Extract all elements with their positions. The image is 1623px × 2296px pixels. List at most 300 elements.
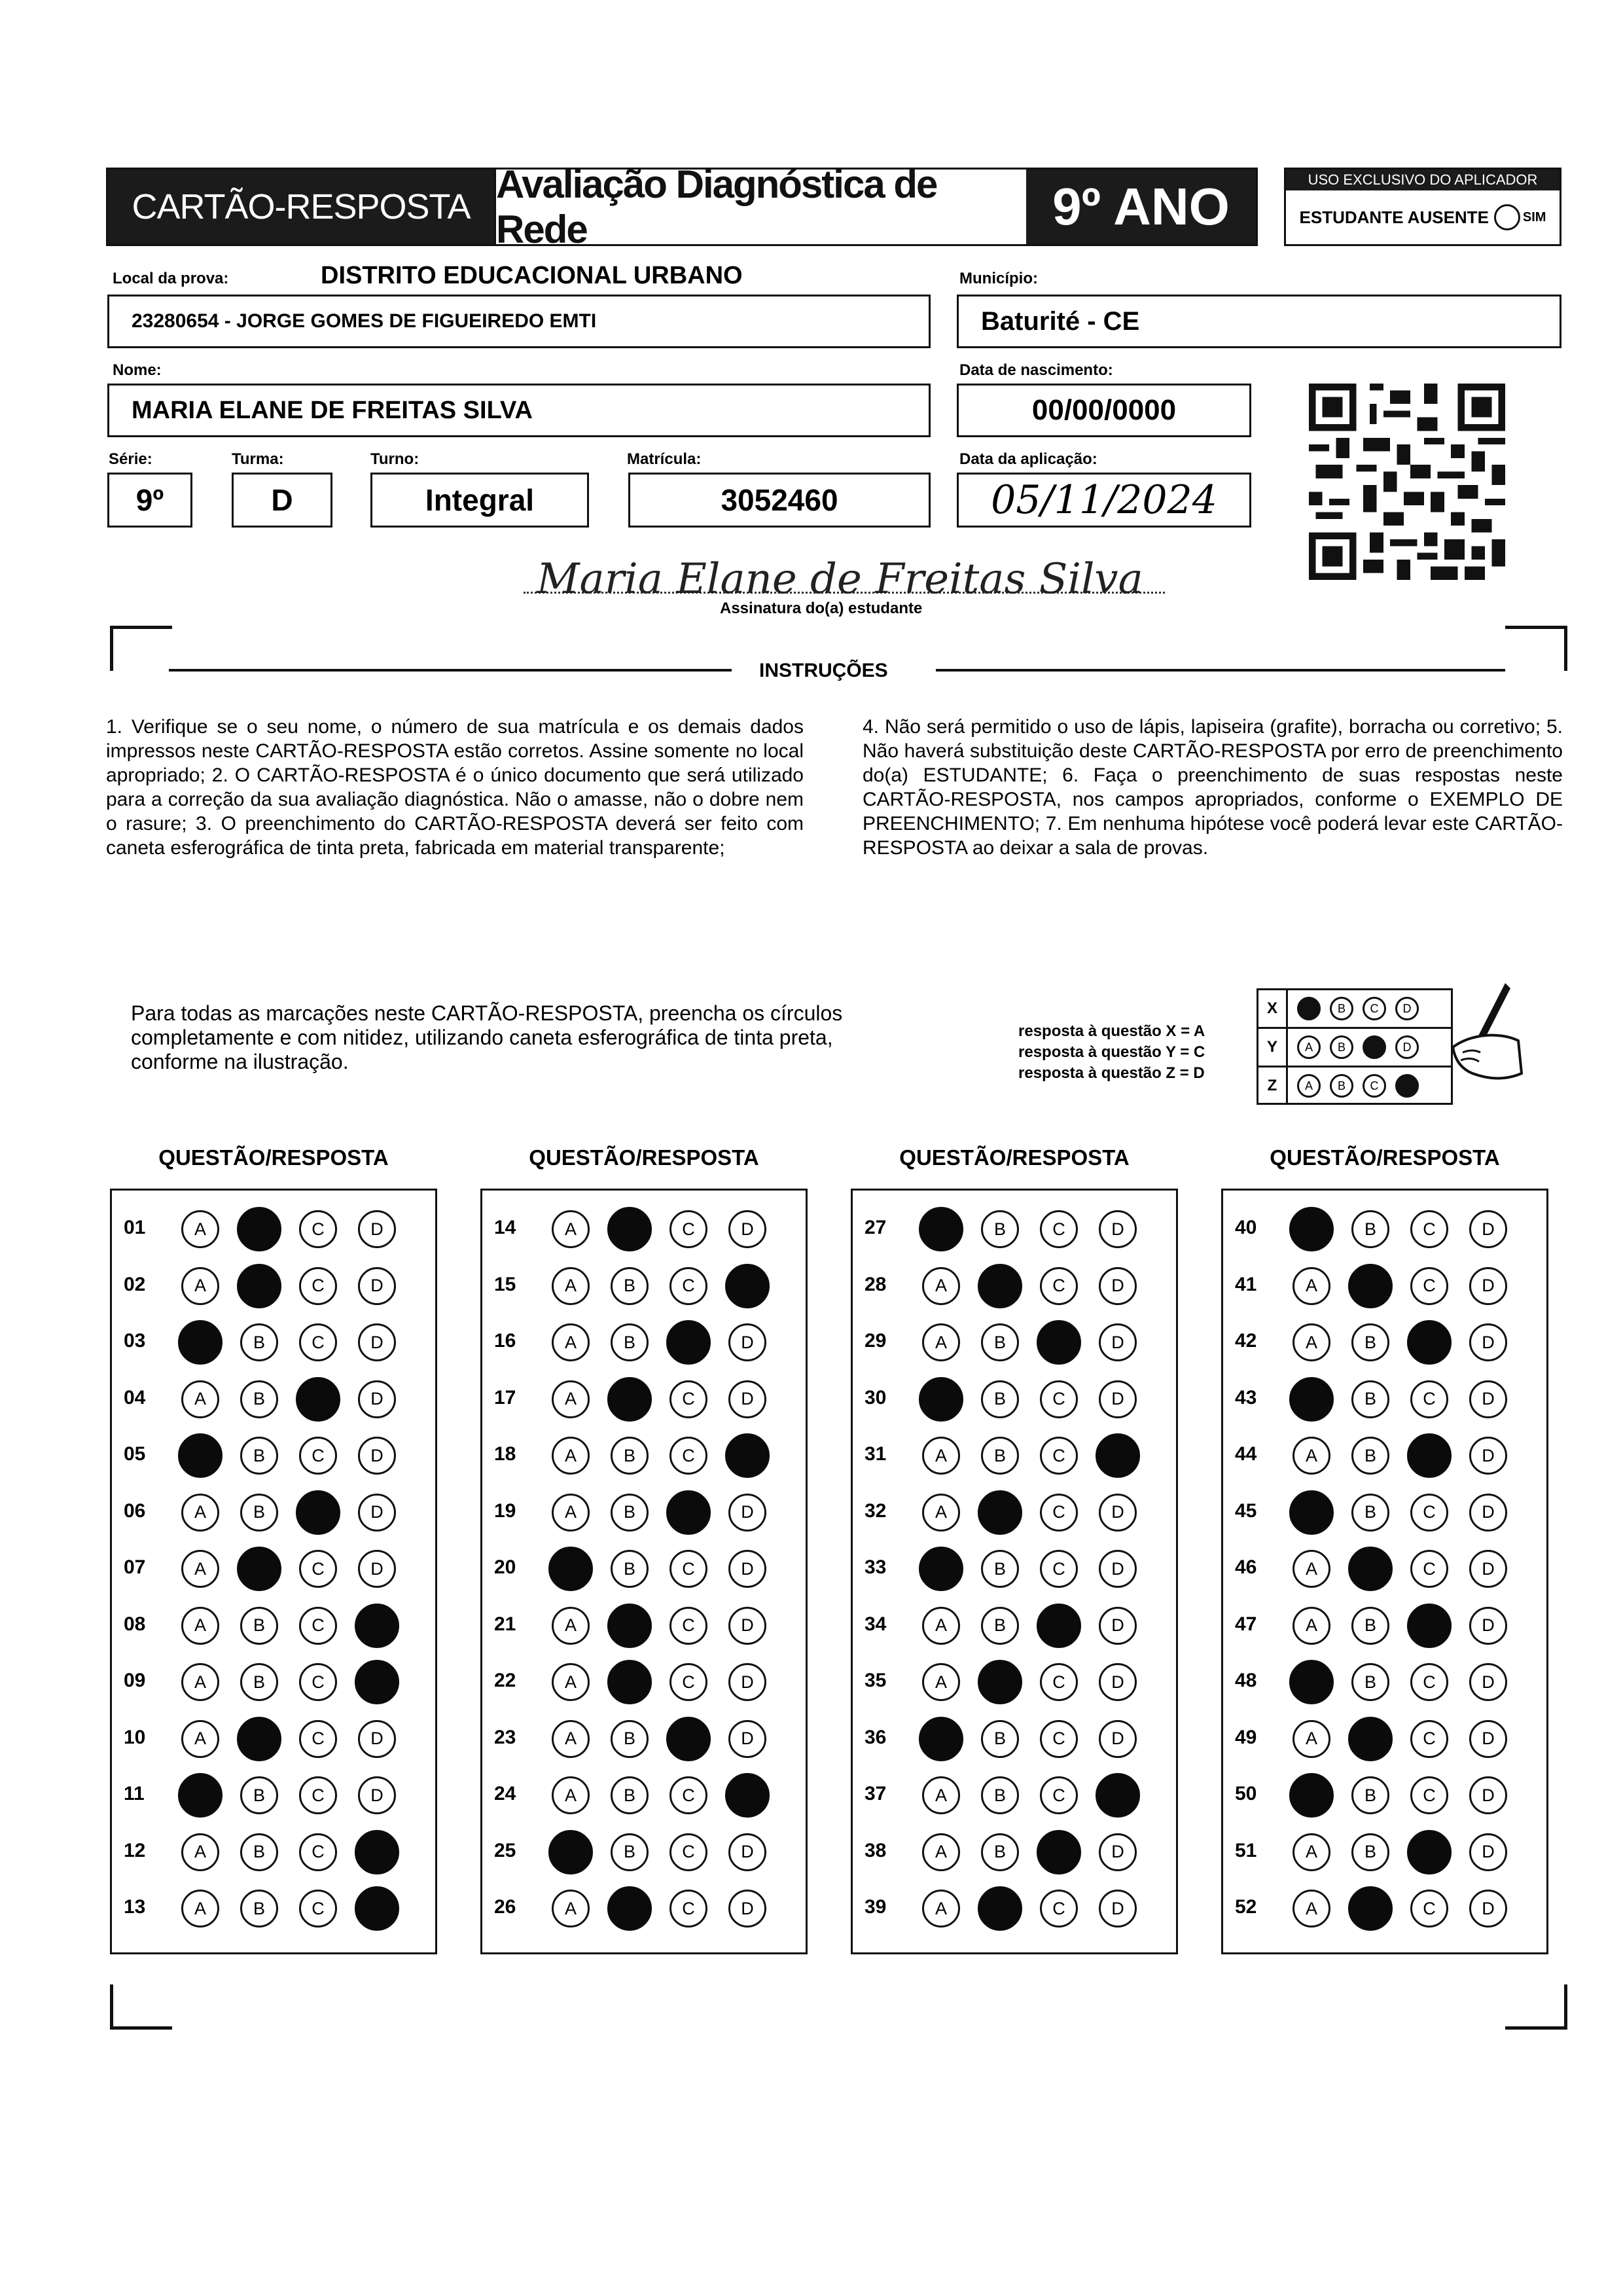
answer-bubble-d[interactable]: D [358, 1776, 396, 1814]
question-row [112, 1537, 435, 1593]
answer-bubble-d[interactable]: D [1099, 1323, 1137, 1361]
answer-bubble-b[interactable] [237, 1547, 281, 1591]
question-number: 44 [1235, 1443, 1257, 1465]
answer-bubble-d[interactable]: D [1469, 1550, 1507, 1588]
answer-bubble-b[interactable]: B [981, 1380, 1019, 1418]
answer-bubble-b[interactable]: B [611, 1437, 649, 1475]
question-row [112, 1254, 435, 1310]
signature-label: Assinatura do(a) estudante [720, 600, 923, 617]
column-header-3: QUESTÃO/RESPOSTA [899, 1145, 1130, 1170]
question-row [853, 1310, 1176, 1367]
answer-bubble-d[interactable]: D [358, 1380, 396, 1418]
answer-bubble-a[interactable] [548, 1547, 593, 1591]
question-row [112, 1310, 435, 1367]
answer-bubble-a[interactable]: A [922, 1663, 960, 1701]
question-row [112, 1763, 435, 1820]
question-row [482, 1310, 806, 1367]
answer-bubble-a[interactable]: A [552, 1380, 590, 1418]
answer-bubble-b[interactable]: B [240, 1833, 278, 1871]
answer-bubble-c[interactable]: C [1410, 1890, 1448, 1928]
answer-bubble-c[interactable]: C [669, 1890, 707, 1928]
answer-bubble-c[interactable]: C [669, 1663, 707, 1701]
applicator-label: USO EXCLUSIVO DO APLICADOR [1286, 170, 1560, 190]
answer-bubble-d[interactable]: D [1469, 1890, 1507, 1928]
answer-bubble-d[interactable]: D [1099, 1890, 1137, 1928]
answer-bubble-a[interactable] [178, 1320, 223, 1365]
question-number: 07 [124, 1556, 146, 1578]
answer-bubble-b[interactable]: B [981, 1323, 1019, 1361]
answer-bubble-c[interactable]: C [299, 1210, 337, 1248]
answer-bubble-b[interactable]: B [981, 1550, 1019, 1588]
question-number: 13 [124, 1896, 146, 1918]
answer-bubble-c[interactable]: C [1410, 1380, 1448, 1418]
answer-bubble-a[interactable]: A [181, 1210, 219, 1248]
answer-bubble-c[interactable] [1407, 1433, 1452, 1478]
answer-bubble-b[interactable]: B [1351, 1380, 1389, 1418]
answer-bubble-d[interactable]: D [358, 1437, 396, 1475]
answer-bubble-b[interactable]: B [1351, 1833, 1389, 1871]
question-number: 51 [1235, 1839, 1257, 1861]
question-row [1223, 1480, 1546, 1537]
example-bubble-c: C [1363, 997, 1386, 1020]
answer-bubble-d[interactable] [1096, 1433, 1140, 1478]
answer-bubble-d[interactable]: D [358, 1550, 396, 1588]
question-number: 03 [124, 1330, 146, 1352]
answer-bubble-b[interactable] [607, 1604, 652, 1648]
answer-bubble-c[interactable]: C [1040, 1663, 1078, 1701]
answer-bubble-c[interactable] [1037, 1320, 1081, 1365]
question-number: 17 [494, 1386, 516, 1408]
answer-bubble-d[interactable]: D [358, 1210, 396, 1248]
answer-bubble-c[interactable]: C [1040, 1380, 1078, 1418]
answer-bubble-d[interactable] [355, 1830, 399, 1874]
answer-bubble-b[interactable] [607, 1886, 652, 1931]
example-instructions: Para todas as marcações neste CARTÃO-RESPOSTA, preencha os círculos completamente e com nitidez, utilizando caneta esferográfica de tinta preta, conforme na ilustração. [131, 1001, 843, 1073]
answer-bubble-a[interactable] [548, 1830, 593, 1874]
answer-bubble-d[interactable] [1096, 1773, 1140, 1818]
answer-bubble-a[interactable]: A [552, 1210, 590, 1248]
answer-bubble-d[interactable]: D [1469, 1380, 1507, 1418]
answer-bubble-a[interactable]: A [922, 1267, 960, 1305]
answer-bubble-d[interactable]: D [728, 1720, 766, 1758]
answer-bubble-b[interactable]: B [1351, 1437, 1389, 1475]
answer-bubble-c[interactable]: C [1410, 1720, 1448, 1758]
turma-field: D [232, 473, 332, 528]
answer-bubble-d[interactable]: D [1099, 1380, 1137, 1418]
answer-bubble-b[interactable]: B [981, 1833, 1019, 1871]
answer-bubble-c[interactable]: C [669, 1550, 707, 1588]
answer-bubble-d[interactable]: D [728, 1550, 766, 1588]
answer-bubble-d[interactable]: D [1099, 1720, 1137, 1758]
answer-bubble-b[interactable]: B [611, 1267, 649, 1305]
answer-bubble-c[interactable] [666, 1320, 711, 1365]
answer-bubble-b[interactable] [607, 1207, 652, 1251]
turma-label: Turma: [232, 450, 284, 468]
answer-bubble-a[interactable]: A [181, 1890, 219, 1928]
answer-bubble-b[interactable]: B [240, 1890, 278, 1928]
name-field: MARIA ELANE DE FREITAS SILVA [107, 384, 931, 437]
question-number: 50 [1235, 1783, 1257, 1804]
question-row [1223, 1820, 1546, 1876]
answer-bubble-a[interactable] [1289, 1207, 1334, 1251]
answer-bubble-b[interactable]: B [981, 1607, 1019, 1645]
answer-bubble-b[interactable]: B [240, 1494, 278, 1532]
answer-bubble-c[interactable]: C [299, 1607, 337, 1645]
answer-bubble-c[interactable]: C [1410, 1663, 1448, 1701]
question-row [1223, 1537, 1546, 1593]
applicator-box [1284, 168, 1561, 246]
answer-bubble-b[interactable]: B [981, 1210, 1019, 1248]
question-row [112, 1707, 435, 1763]
answer-bubble-c[interactable] [1407, 1604, 1452, 1648]
birth-field: 00/00/0000 [957, 384, 1251, 437]
question-number: 23 [494, 1726, 516, 1748]
answer-bubble-a[interactable] [1289, 1490, 1334, 1535]
answer-bubble-b[interactable] [978, 1490, 1022, 1535]
answer-bubble-b[interactable]: B [240, 1663, 278, 1701]
answer-bubble-a[interactable]: A [922, 1776, 960, 1814]
answer-bubble-c[interactable]: C [669, 1607, 707, 1645]
answer-bubble-a[interactable]: A [552, 1890, 590, 1928]
corner-mark-top-right [1505, 626, 1567, 671]
answer-bubble-d[interactable]: D [1469, 1494, 1507, 1532]
answer-bubble-d[interactable]: D [728, 1210, 766, 1248]
answer-bubble-c[interactable]: C [1410, 1267, 1448, 1305]
answer-bubble-a[interactable]: A [1293, 1267, 1330, 1305]
answer-bubble-c[interactable]: C [669, 1267, 707, 1305]
answer-bubble-b[interactable]: B [611, 1494, 649, 1532]
question-number: 16 [494, 1330, 516, 1352]
answer-bubble-c[interactable]: C [299, 1833, 337, 1871]
answer-bubble-c[interactable] [1407, 1830, 1452, 1874]
answer-bubble-a[interactable]: A [181, 1380, 219, 1418]
answer-bubble-a[interactable]: A [552, 1267, 590, 1305]
answer-bubble-c[interactable] [666, 1717, 711, 1761]
qr-code [1309, 384, 1505, 580]
answer-bubble-b[interactable]: B [611, 1550, 649, 1588]
answer-bubble-b[interactable] [1348, 1717, 1393, 1761]
answer-bubble-a[interactable]: A [552, 1437, 590, 1475]
absent-bubble[interactable] [1494, 204, 1520, 230]
answer-bubble-c[interactable]: C [669, 1437, 707, 1475]
answer-bubble-d[interactable]: D [1099, 1494, 1137, 1532]
answer-bubble-c[interactable]: C [1410, 1494, 1448, 1532]
answer-bubble-a[interactable]: A [181, 1720, 219, 1758]
answer-column-1 [110, 1189, 437, 1954]
answer-bubble-c[interactable]: C [1040, 1550, 1078, 1588]
answer-bubble-c[interactable]: C [1410, 1210, 1448, 1248]
answer-bubble-d[interactable]: D [728, 1323, 766, 1361]
answer-bubble-b[interactable]: B [981, 1437, 1019, 1475]
answer-bubble-d[interactable]: D [358, 1323, 396, 1361]
answer-bubble-a[interactable] [1289, 1660, 1334, 1704]
answer-bubble-a[interactable] [919, 1207, 963, 1251]
answer-bubble-a[interactable]: A [181, 1663, 219, 1701]
answer-bubble-d[interactable]: D [1099, 1550, 1137, 1588]
answer-bubble-c[interactable]: C [299, 1663, 337, 1701]
column-header-1: QUESTÃO/RESPOSTA [158, 1145, 389, 1170]
answer-bubble-b[interactable]: B [981, 1720, 1019, 1758]
answer-bubble-b[interactable] [978, 1264, 1022, 1308]
answer-bubble-b[interactable]: B [611, 1720, 649, 1758]
answer-bubble-c[interactable]: C [1410, 1776, 1448, 1814]
answer-bubble-b[interactable]: B [1351, 1323, 1389, 1361]
question-number: 15 [494, 1273, 516, 1295]
question-row [112, 1650, 435, 1706]
answer-bubble-a[interactable] [178, 1773, 223, 1818]
question-row [112, 1424, 435, 1480]
question-number: 36 [865, 1726, 887, 1748]
answer-bubble-d[interactable]: D [728, 1890, 766, 1928]
question-number: 32 [865, 1499, 887, 1522]
answer-bubble-b[interactable]: B [611, 1833, 649, 1871]
answer-bubble-d[interactable]: D [1099, 1607, 1137, 1645]
answer-bubble-a[interactable]: A [181, 1833, 219, 1871]
answer-bubble-d[interactable]: D [728, 1833, 766, 1871]
question-number: 21 [494, 1613, 516, 1635]
example-bubble-b: B [1330, 997, 1353, 1020]
answer-bubble-b[interactable]: B [981, 1776, 1019, 1814]
answer-bubble-b[interactable] [607, 1660, 652, 1704]
question-number: 05 [124, 1443, 146, 1465]
answer-bubble-c[interactable]: C [1040, 1267, 1078, 1305]
answer-bubble-c[interactable]: C [299, 1720, 337, 1758]
answer-bubble-d[interactable]: D [1469, 1720, 1507, 1758]
question-number: 10 [124, 1726, 146, 1748]
answer-bubble-d[interactable]: D [1469, 1323, 1507, 1361]
answer-bubble-a[interactable]: A [181, 1267, 219, 1305]
question-row [482, 1650, 806, 1706]
answer-bubble-a[interactable]: A [1293, 1720, 1330, 1758]
answer-bubble-d[interactable]: D [1099, 1663, 1137, 1701]
student-signature: Maria Elane de Freitas Silva [537, 555, 1143, 603]
answer-bubble-a[interactable]: A [1293, 1323, 1330, 1361]
answer-bubble-d[interactable] [355, 1660, 399, 1704]
answer-bubble-c[interactable]: C [1040, 1494, 1078, 1532]
answer-bubble-a[interactable]: A [552, 1776, 590, 1814]
answer-bubble-b[interactable]: B [240, 1437, 278, 1475]
answer-bubble-b[interactable]: B [240, 1776, 278, 1814]
answer-bubble-d[interactable] [725, 1264, 770, 1308]
answer-bubble-a[interactable]: A [1293, 1607, 1330, 1645]
city-label: Município: [959, 270, 1038, 287]
answer-bubble-a[interactable]: A [1293, 1550, 1330, 1588]
answer-bubble-d[interactable]: D [1469, 1267, 1507, 1305]
answer-bubble-d[interactable]: D [358, 1720, 396, 1758]
answer-bubble-d[interactable]: D [1469, 1833, 1507, 1871]
answer-bubble-d[interactable] [725, 1773, 770, 1818]
answer-bubble-c[interactable]: C [1040, 1210, 1078, 1248]
column-header-4: QUESTÃO/RESPOSTA [1270, 1145, 1500, 1170]
answer-bubble-d[interactable]: D [1099, 1210, 1137, 1248]
answer-bubble-a[interactable]: A [552, 1323, 590, 1361]
question-row [853, 1367, 1176, 1424]
school-field: 23280654 - JORGE GOMES DE FIGUEIREDO EMTI [107, 295, 931, 348]
answer-bubble-a[interactable] [919, 1717, 963, 1761]
local-value: DISTRITO EDUCACIONAL URBANO [321, 262, 743, 289]
question-row [853, 1197, 1176, 1253]
answer-bubble-a[interactable] [919, 1377, 963, 1422]
question-number: 40 [1235, 1217, 1257, 1238]
question-number: 33 [865, 1556, 887, 1578]
answer-bubble-a[interactable] [178, 1433, 223, 1478]
answer-bubble-d[interactable]: D [728, 1494, 766, 1532]
answer-bubble-c[interactable]: C [1040, 1720, 1078, 1758]
answer-bubble-d[interactable]: D [1469, 1663, 1507, 1701]
answer-bubble-b[interactable] [237, 1264, 281, 1308]
answer-bubble-c[interactable]: C [669, 1776, 707, 1814]
question-number: 31 [865, 1443, 887, 1465]
answer-bubble-a[interactable]: A [552, 1720, 590, 1758]
serie-label: Série: [109, 450, 152, 468]
answer-bubble-a[interactable]: A [1293, 1833, 1330, 1871]
question-row [1223, 1254, 1546, 1310]
answer-bubble-a[interactable]: A [922, 1437, 960, 1475]
question-row [112, 1197, 435, 1253]
answer-bubble-c[interactable]: C [299, 1267, 337, 1305]
answer-bubble-b[interactable] [1348, 1886, 1393, 1931]
answer-bubble-a[interactable]: A [922, 1494, 960, 1532]
answer-bubble-b[interactable]: B [1351, 1210, 1389, 1248]
answer-bubble-a[interactable]: A [1293, 1437, 1330, 1475]
answer-bubble-a[interactable]: A [922, 1607, 960, 1645]
answer-bubble-c[interactable] [1037, 1604, 1081, 1648]
answer-bubble-b[interactable] [237, 1207, 281, 1251]
answer-bubble-a[interactable]: A [922, 1890, 960, 1928]
question-number: 39 [865, 1896, 887, 1918]
answer-bubble-d[interactable] [355, 1886, 399, 1931]
answer-bubble-c[interactable]: C [299, 1323, 337, 1361]
question-number: 08 [124, 1613, 146, 1635]
answer-bubble-c[interactable]: C [1410, 1550, 1448, 1588]
answer-bubble-b[interactable]: B [611, 1323, 649, 1361]
answer-bubble-d[interactable]: D [1469, 1776, 1507, 1814]
question-number: 24 [494, 1783, 516, 1804]
answer-bubble-d[interactable]: D [728, 1380, 766, 1418]
answer-bubble-c[interactable]: C [669, 1210, 707, 1248]
answer-bubble-c[interactable]: C [669, 1833, 707, 1871]
answer-bubble-c[interactable]: C [299, 1776, 337, 1814]
answer-bubble-d[interactable]: D [1099, 1267, 1137, 1305]
answer-bubble-b[interactable]: B [1351, 1494, 1389, 1532]
answer-bubble-a[interactable] [1289, 1377, 1334, 1422]
answer-bubble-d[interactable]: D [728, 1663, 766, 1701]
question-row [1223, 1424, 1546, 1480]
answer-bubble-a[interactable] [919, 1547, 963, 1591]
answer-bubble-b[interactable] [978, 1886, 1022, 1931]
birth-label: Data de nascimento: [959, 361, 1113, 379]
answer-bubble-b[interactable]: B [1351, 1607, 1389, 1645]
question-row [112, 1480, 435, 1537]
question-row [482, 1594, 806, 1650]
application-date-field[interactable]: 05/11/2024 [957, 473, 1251, 528]
answer-bubble-c[interactable] [296, 1377, 340, 1422]
answer-bubble-b[interactable] [237, 1717, 281, 1761]
answer-bubble-d[interactable]: D [1469, 1437, 1507, 1475]
answer-bubble-a[interactable]: A [181, 1494, 219, 1532]
answer-bubble-c[interactable] [666, 1490, 711, 1535]
answer-bubble-d[interactable]: D [728, 1607, 766, 1645]
answer-bubble-d[interactable]: D [358, 1494, 396, 1532]
question-row [112, 1876, 435, 1933]
answer-bubble-b[interactable]: B [240, 1380, 278, 1418]
question-row [482, 1480, 806, 1537]
answer-bubble-b[interactable] [978, 1660, 1022, 1704]
answer-bubble-a[interactable]: A [922, 1833, 960, 1871]
answer-bubble-c[interactable]: C [299, 1890, 337, 1928]
example-bubble-a [1297, 997, 1321, 1020]
example-question-letter: Z [1258, 1067, 1288, 1104]
answer-bubble-a[interactable]: A [552, 1607, 590, 1645]
answer-bubble-b[interactable] [1348, 1264, 1393, 1308]
answer-bubble-a[interactable]: A [1293, 1890, 1330, 1928]
answer-bubble-c[interactable]: C [299, 1550, 337, 1588]
question-row [482, 1763, 806, 1820]
answer-bubble-d[interactable]: D [1099, 1833, 1137, 1871]
answer-bubble-d[interactable] [725, 1433, 770, 1478]
question-number: 22 [494, 1670, 516, 1691]
example-bubble-d: D [1395, 1035, 1419, 1059]
answer-bubble-a[interactable]: A [181, 1550, 219, 1588]
answer-bubble-b[interactable]: B [240, 1607, 278, 1645]
question-number: 11 [124, 1783, 145, 1804]
answer-column-3 [851, 1189, 1178, 1954]
corner-mark-top-left [110, 626, 172, 671]
answer-bubble-c[interactable]: C [1040, 1890, 1078, 1928]
answer-bubble-a[interactable]: A [922, 1323, 960, 1361]
matricula-field: 3052460 [628, 473, 931, 528]
question-row [482, 1707, 806, 1763]
answer-bubble-c[interactable]: C [299, 1437, 337, 1475]
answer-bubble-d[interactable]: D [1469, 1210, 1507, 1248]
answer-bubble-a[interactable]: A [552, 1663, 590, 1701]
question-row [853, 1650, 1176, 1706]
answer-bubble-a[interactable]: A [181, 1607, 219, 1645]
question-row [853, 1707, 1176, 1763]
local-label: Local da prova: [113, 270, 229, 287]
question-row [1223, 1876, 1546, 1933]
answer-bubble-c[interactable]: C [669, 1380, 707, 1418]
question-number: 43 [1235, 1386, 1257, 1408]
question-row [853, 1820, 1176, 1876]
answer-bubble-c[interactable] [1037, 1830, 1081, 1874]
instructions-left: 1. Verifique se o seu nome, o número de sua matrícula e os demais dados impressos neste CARTÃO-RESPOSTA estão corretos. Assine somente no local apropriado; 2. O CARTÃO-RESPOSTA é o único documento que será utilizado para a correção da sua avaliação diagnóstica. Não o amasse, não o dobre nem o rasure; 3. O preenchimento do CARTÃO-RESPOSTA deverá ser feito com caneta esferográfica de tinta preta, fabricada em material transparente; [106, 716, 804, 859]
answer-bubble-b[interactable]: B [1351, 1663, 1389, 1701]
answer-bubble-b[interactable]: B [611, 1776, 649, 1814]
answer-bubble-b[interactable] [1348, 1547, 1393, 1591]
answer-bubble-b[interactable] [607, 1377, 652, 1422]
answer-bubble-a[interactable] [1289, 1773, 1334, 1818]
question-row [112, 1594, 435, 1650]
answer-bubble-b[interactable]: B [1351, 1776, 1389, 1814]
question-row [853, 1594, 1176, 1650]
question-number: 25 [494, 1839, 516, 1861]
card-title: CARTÃO-RESPOSTA [108, 170, 494, 244]
answer-bubble-a[interactable]: A [552, 1494, 590, 1532]
answer-bubble-b[interactable]: B [240, 1323, 278, 1361]
question-number: 26 [494, 1896, 516, 1918]
answer-bubble-c[interactable]: C [1040, 1776, 1078, 1814]
answer-bubble-c[interactable] [296, 1490, 340, 1535]
answer-bubble-d[interactable]: D [1469, 1607, 1507, 1645]
question-row [853, 1763, 1176, 1820]
answer-bubble-c[interactable] [1407, 1320, 1452, 1365]
question-row [1223, 1310, 1546, 1367]
question-number: 19 [494, 1499, 516, 1522]
answer-bubble-d[interactable]: D [358, 1267, 396, 1305]
answer-bubble-d[interactable] [355, 1604, 399, 1648]
answer-bubble-c[interactable]: C [1040, 1437, 1078, 1475]
